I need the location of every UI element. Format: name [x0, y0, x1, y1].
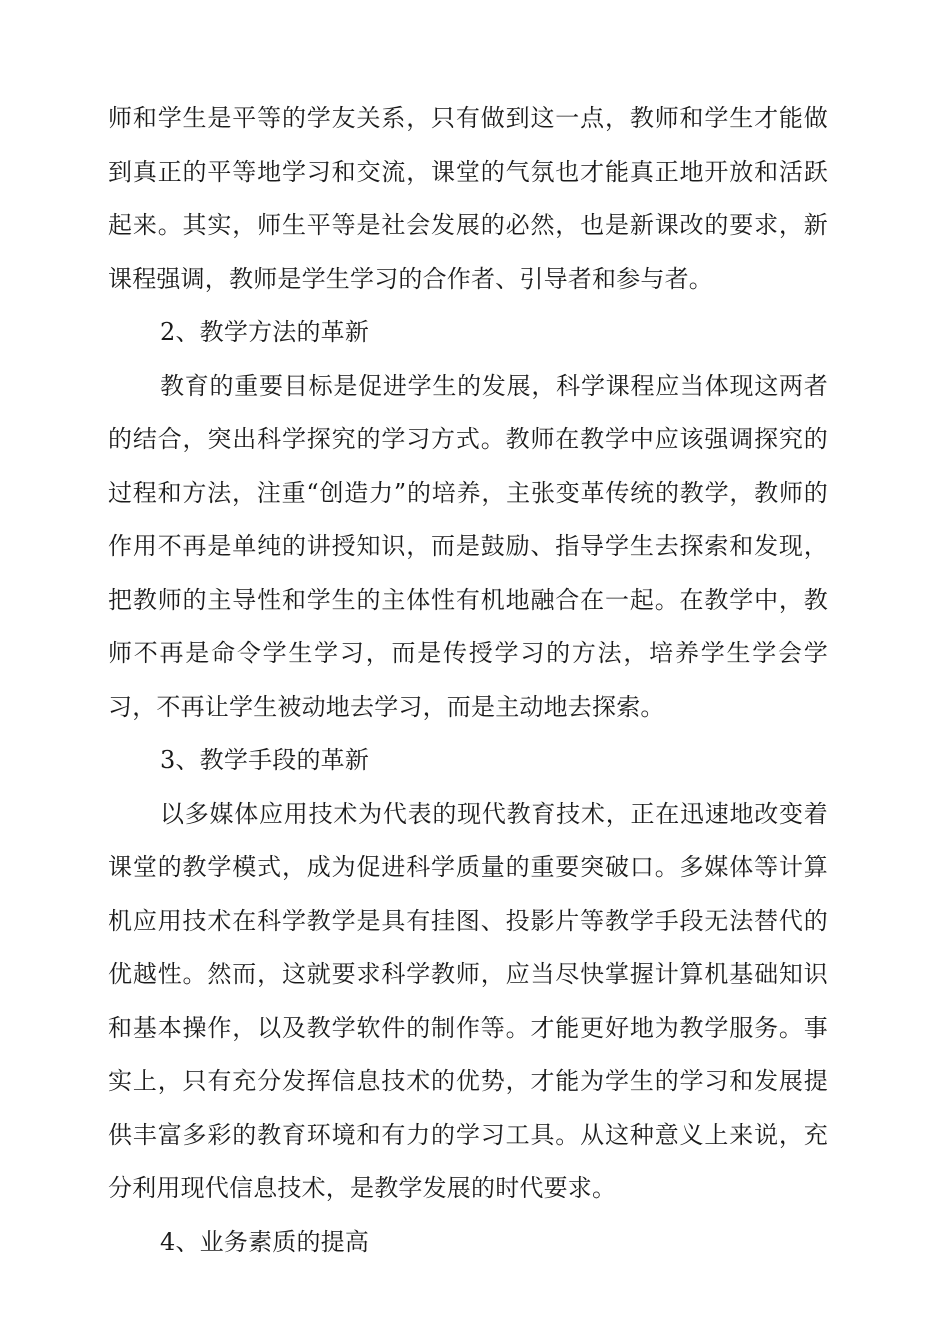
section-heading-4: 4、业务素质的提高 — [160, 1227, 370, 1256]
section-heading-3: 3、教学手段的革新 — [160, 746, 370, 774]
paragraph-continued: 师和学生是平等的学友关系，只有做到这一点，教师和学生才能做到真正的平等地学习和交流，课堂的气氛也才能真正地开放和活跃起来。其实，师生平等是社会发展的必然，也是新课改的要求，新课程强调，教师是学生学习的合作者、引导者和参与者。 — [108, 104, 828, 293]
paragraph-teaching-methods: 教育的重要目标是促进学生的发展，科学课程应当体现这两者的结合，突出科学探究的学习方式。教师在教学中应该强调探究的过程和方法，注重“创造力”的培养，主张变革传统的教学，教师的作用不再是单纯的讲授知识，而是鼓励、指导学生去探索和发现，把教师的主导性和学生的主体性有机地融合在一起。在教学中，教师不再是命令学生学习，而是传授学习的方法，培养学生学会学习，不再让学生被动地去学习，而是主动地去探索。 — [108, 371, 828, 721]
paragraph-teaching-means: 以多媒体应用技术为代表的现代教育技术，正在迅速地改变着课堂的教学模式，成为促进科学质量的重要突破口。多媒体等计算机应用技术在科学教学是具有挂图、投影片等教学手段无法替代的优越性。然而，这就要求科学教师，应当尽快掌握计算机基础知识和基本操作，以及教学软件的制作等。才能更好地为教学服务。事实上，只有充分发挥信息技术的优势，才能为学生的学习和发展提供丰富多彩的教育环境和有力的学习工具。从这种意义上来说，充分利用现代信息技术，是教学发展的时代要求。 — [108, 799, 828, 1202]
section-heading-2: 2、教学方法的革新 — [160, 318, 370, 346]
document-body — [108, 92, 828, 1269]
